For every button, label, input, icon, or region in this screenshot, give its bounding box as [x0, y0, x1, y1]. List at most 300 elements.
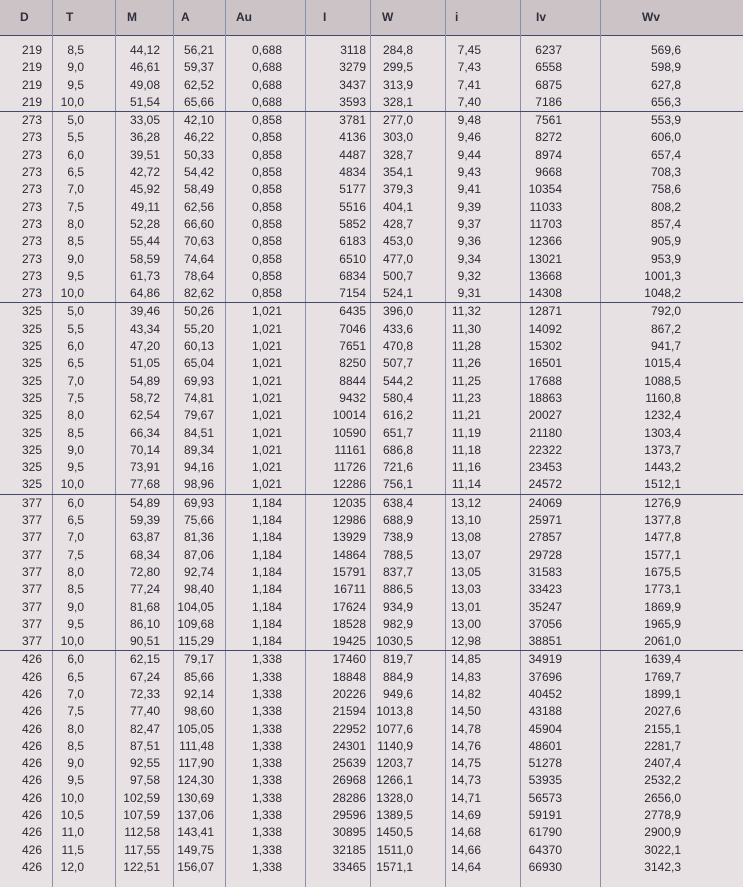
table-cell: 6558 — [535, 60, 562, 75]
table-cell: 6834 — [339, 268, 366, 283]
table-cell: 453,0 — [382, 234, 413, 249]
table-cell: 9,31 — [457, 286, 481, 301]
table-cell: 1,021 — [251, 408, 282, 423]
table-cell: 1,021 — [251, 477, 282, 492]
table-cell: 656,3 — [650, 94, 681, 109]
table-cell: 9,5 — [67, 268, 84, 283]
table-cell: 606,0 — [650, 130, 681, 145]
table-cell: 13,05 — [450, 564, 481, 579]
table-cell: 49,08 — [129, 77, 160, 92]
table-cell: 9,37 — [457, 216, 481, 231]
table-cell: 1,021 — [251, 356, 282, 371]
table-cell: 104,05 — [177, 599, 214, 614]
table-cell: 1,338 — [251, 721, 282, 736]
table-row — [0, 772, 743, 789]
table-cell: 53935 — [528, 773, 562, 788]
table-cell: 36,28 — [129, 130, 160, 145]
table-row — [0, 355, 743, 372]
table-cell: 10,0 — [60, 94, 84, 109]
table-cell: 7,41 — [457, 77, 481, 92]
table-row — [0, 321, 743, 338]
table-header — [0, 0, 743, 36]
table-cell: 1,338 — [251, 704, 282, 719]
table-cell: 325 — [21, 408, 42, 423]
table-cell: 0,858 — [251, 268, 282, 283]
table-cell: 12,98 — [450, 634, 481, 649]
table-cell: 1,184 — [251, 513, 282, 528]
table-cell: 1,338 — [251, 738, 282, 753]
table-cell: 1,184 — [251, 599, 282, 614]
table-cell: 5516 — [339, 199, 366, 214]
table-cell: 37696 — [528, 669, 562, 684]
table-cell: 14092 — [528, 321, 562, 336]
table-cell: 8,5 — [67, 582, 84, 597]
table-row — [0, 633, 743, 650]
table-cell: 9,39 — [457, 199, 481, 214]
table-cell: 14,71 — [450, 790, 481, 805]
table-cell: 303,0 — [382, 130, 413, 145]
table-cell: 0,858 — [251, 113, 282, 128]
table-cell: 10,0 — [60, 286, 84, 301]
table-row — [0, 425, 743, 442]
table-cell: 13,10 — [450, 513, 481, 528]
table-cell: 59,39 — [129, 513, 160, 528]
table-cell: 949,6 — [382, 686, 413, 701]
table-row — [0, 268, 743, 285]
table-row — [0, 42, 743, 59]
table-cell: 1276,9 — [644, 495, 681, 510]
table-cell: 18528 — [332, 616, 366, 631]
table-cell: 9,34 — [457, 251, 481, 266]
table-cell: 273 — [21, 147, 42, 162]
table-cell: 46,61 — [129, 60, 160, 75]
table-cell: 377 — [21, 634, 42, 649]
table-cell: 1328,0 — [376, 790, 413, 805]
table-cell: 2407,4 — [644, 756, 681, 771]
table-cell: 61790 — [528, 825, 562, 840]
table-cell: 6183 — [339, 234, 366, 249]
table-cell: 404,1 — [382, 199, 413, 214]
table-cell: 89,34 — [183, 442, 214, 457]
table-cell: 1001,3 — [644, 268, 681, 283]
column-header: Au — [236, 10, 252, 24]
table-cell: 65,66 — [183, 94, 214, 109]
table-cell: 580,4 — [382, 390, 413, 405]
table-cell: 13,00 — [450, 616, 481, 631]
table-cell: 9,41 — [457, 182, 481, 197]
table-cell: 325 — [21, 425, 42, 440]
table-body — [0, 42, 743, 876]
table-cell: 325 — [21, 356, 42, 371]
table-cell: 74,81 — [183, 390, 214, 405]
table-cell: 982,9 — [382, 616, 413, 631]
table-cell: 13,08 — [450, 530, 481, 545]
table-cell: 1,021 — [251, 390, 282, 405]
table-cell: 1965,9 — [644, 616, 681, 631]
table-cell: 7,0 — [67, 373, 84, 388]
table-cell: 14,68 — [450, 825, 481, 840]
table-cell: 8,0 — [67, 408, 84, 423]
table-cell: 1511,0 — [377, 842, 413, 857]
table-cell: 2155,1 — [644, 721, 681, 736]
table-cell: 87,51 — [129, 738, 160, 753]
table-cell: 7,0 — [67, 182, 84, 197]
table-cell: 0,858 — [251, 251, 282, 266]
table-cell: 1,184 — [251, 582, 282, 597]
table-cell: 627,8 — [650, 77, 681, 92]
table-row — [0, 442, 743, 459]
table-cell: 1,338 — [251, 825, 282, 840]
table-cell: 130,69 — [177, 790, 214, 805]
table-cell: 1577,1 — [644, 547, 681, 562]
table-cell: 1,338 — [251, 808, 282, 823]
table-cell: 3781 — [339, 113, 366, 128]
table-cell: 6237 — [535, 43, 562, 57]
table-cell: 29728 — [528, 547, 562, 562]
table-cell: 708,3 — [650, 165, 681, 180]
table-cell: 1,021 — [251, 339, 282, 354]
table-cell: 149,75 — [177, 842, 214, 857]
table-cell: 11726 — [333, 460, 366, 475]
table-cell: 507,7 — [382, 356, 413, 371]
table-cell: 9432 — [339, 390, 366, 405]
table-cell: 66,60 — [183, 216, 214, 231]
table-cell: 14,66 — [450, 842, 481, 857]
table-cell: 0,858 — [251, 286, 282, 301]
table-cell: 14,83 — [450, 669, 481, 684]
table-cell: 1,184 — [251, 564, 282, 579]
table-cell: 51,54 — [129, 94, 160, 109]
table-cell: 7561 — [535, 113, 562, 128]
table-cell: 77,68 — [129, 477, 160, 492]
table-cell: 377 — [21, 513, 42, 528]
table-cell: 1,338 — [251, 773, 282, 788]
table-cell: 14,64 — [450, 859, 481, 874]
table-cell: 11703 — [529, 216, 562, 231]
table-cell: 49,11 — [130, 199, 160, 214]
table-row — [0, 790, 743, 807]
table-cell: 4834 — [339, 165, 366, 180]
table-cell: 1,338 — [251, 859, 282, 874]
table-cell: 377 — [21, 582, 42, 597]
table-cell: 37056 — [528, 616, 562, 631]
table-cell: 0,858 — [251, 165, 282, 180]
table-cell: 14,69 — [450, 808, 481, 823]
table-cell: 657,4 — [650, 147, 681, 162]
table-row — [0, 859, 743, 876]
table-cell: 92,74 — [183, 564, 214, 579]
column-header: W — [382, 10, 394, 24]
table-cell: 98,40 — [183, 582, 214, 597]
table-cell: 325 — [21, 477, 42, 492]
table-cell: 1,184 — [251, 530, 282, 545]
table-cell: 819,7 — [382, 652, 413, 667]
table-row — [0, 77, 743, 94]
table-cell: 219 — [21, 60, 42, 75]
table-row — [0, 842, 743, 859]
table-cell: 884,9 — [382, 669, 413, 684]
table-cell: 69,93 — [183, 495, 214, 510]
table-cell: 857,4 — [650, 216, 681, 231]
table-cell: 156,07 — [177, 859, 214, 874]
table-cell: 15302 — [528, 339, 562, 354]
table-cell: 6,5 — [67, 669, 84, 684]
table-cell: 7651 — [339, 339, 366, 354]
table-cell: 1,338 — [251, 686, 282, 701]
table-cell: 12986 — [332, 513, 366, 528]
table-cell: 16711 — [333, 582, 366, 597]
table-row — [0, 373, 743, 390]
table-cell: 11,14 — [451, 477, 481, 492]
table-cell: 11,0 — [61, 825, 84, 840]
table-cell: 651,7 — [382, 425, 413, 440]
table-cell: 1389,5 — [376, 808, 413, 823]
table-row — [0, 199, 743, 216]
table-cell: 79,17 — [183, 652, 214, 667]
table-cell: 273 — [21, 182, 42, 197]
table-cell: 11,28 — [451, 339, 481, 354]
table-cell: 7,43 — [457, 60, 481, 75]
table-cell: 553,9 — [650, 113, 681, 128]
table-cell: 7154 — [339, 286, 366, 301]
table-row — [0, 650, 743, 668]
table-cell: 758,6 — [650, 182, 681, 197]
table-cell: 808,2 — [650, 199, 681, 214]
table-cell: 25639 — [332, 756, 366, 771]
table-cell: 500,7 — [382, 268, 413, 283]
table-cell: 62,56 — [183, 199, 214, 214]
table-cell: 325 — [21, 304, 42, 319]
table-cell: 7,5 — [67, 704, 84, 719]
table-cell: 3437 — [339, 77, 366, 92]
table-cell: 9,36 — [457, 234, 481, 249]
table-cell: 67,24 — [129, 669, 160, 684]
table-cell: 109,68 — [177, 616, 214, 631]
column-header: T — [66, 10, 74, 24]
table-cell: 1,338 — [251, 669, 282, 684]
table-cell: 12871 — [528, 304, 562, 319]
table-cell: 54,42 — [183, 165, 214, 180]
table-cell: 1,021 — [251, 321, 282, 336]
table-cell: 1675,5 — [644, 564, 681, 579]
column-header: Iv — [536, 10, 547, 24]
table-cell: 8,0 — [67, 216, 84, 231]
table-cell: 17624 — [332, 599, 366, 614]
table-cell: 18848 — [332, 669, 366, 684]
table-cell: 6,5 — [67, 356, 84, 371]
table-cell: 9,48 — [457, 113, 481, 128]
table-cell: 11,21 — [451, 408, 481, 423]
table-cell: 433,6 — [382, 321, 413, 336]
table-cell: 11161 — [334, 442, 366, 457]
table-cell: 688,9 — [382, 513, 413, 528]
table-cell: 9,0 — [67, 251, 84, 266]
table-row — [0, 94, 743, 111]
table-cell: 82,47 — [129, 721, 160, 736]
table-cell: 20226 — [332, 686, 366, 701]
table-row — [0, 164, 743, 181]
table-cell: 8,5 — [67, 738, 84, 753]
table-cell: 6,5 — [67, 513, 84, 528]
table-cell: 1477,8 — [644, 530, 681, 545]
table-cell: 11,5 — [61, 842, 84, 857]
table-cell: 11,30 — [451, 321, 481, 336]
table-cell: 2281,7 — [644, 738, 681, 753]
table-cell: 273 — [21, 251, 42, 266]
table-cell: 45904 — [528, 721, 562, 736]
table-cell: 112,58 — [124, 825, 160, 840]
table-cell: 10590 — [332, 425, 366, 440]
table-cell: 8,5 — [67, 234, 84, 249]
table-cell: 7,5 — [67, 199, 84, 214]
table-cell: 426 — [21, 669, 42, 684]
table-row — [0, 616, 743, 633]
table-cell: 11,32 — [451, 304, 481, 319]
table-cell: 0,688 — [251, 94, 282, 109]
table-cell: 102,59 — [123, 790, 160, 805]
table-cell: 5,0 — [67, 304, 84, 319]
table-cell: 2778,9 — [644, 808, 681, 823]
table-cell: 1077,6 — [376, 721, 413, 736]
table-cell: 14,78 — [450, 721, 481, 736]
table-cell: 13,03 — [450, 582, 481, 597]
table-cell: 72,33 — [129, 686, 160, 701]
table-cell: 32185 — [332, 842, 366, 857]
table-cell: 1015,4 — [644, 356, 681, 371]
table-cell: 1,021 — [251, 460, 282, 475]
table-cell: 55,44 — [129, 234, 160, 249]
table-cell: 1,021 — [251, 373, 282, 388]
table-cell: 273 — [21, 234, 42, 249]
column-header: i — [455, 10, 459, 24]
table-cell: 1,338 — [251, 842, 282, 857]
table-cell: 97,58 — [129, 773, 160, 788]
table-cell: 14,76 — [450, 738, 481, 753]
table-cell: 34919 — [528, 652, 562, 667]
table-cell: 11033 — [529, 199, 562, 214]
table-row — [0, 721, 743, 738]
table-cell: 1512,1 — [644, 477, 681, 492]
table-cell: 14308 — [528, 286, 562, 301]
table-cell: 5,0 — [67, 113, 84, 128]
table-row — [0, 129, 743, 146]
table-cell: 48601 — [528, 738, 562, 753]
table-cell: 1373,7 — [644, 442, 681, 457]
table-cell: 11,18 — [451, 442, 481, 457]
table-cell: 14,82 — [450, 686, 481, 701]
table-cell: 273 — [21, 113, 42, 128]
table-cell: 39,51 — [129, 147, 160, 162]
table-cell: 43188 — [528, 704, 562, 719]
table-cell: 33423 — [528, 582, 562, 597]
table-cell: 98,60 — [183, 704, 214, 719]
table-cell: 277,0 — [382, 113, 413, 128]
table-cell: 426 — [21, 704, 42, 719]
table-cell: 273 — [21, 216, 42, 231]
table-cell: 1203,7 — [376, 756, 413, 771]
table-cell: 1,021 — [251, 304, 282, 319]
table-cell: 11,16 — [451, 460, 481, 475]
table-cell: 87,06 — [183, 547, 214, 562]
table-cell: 3593 — [339, 94, 366, 109]
table-row — [0, 494, 743, 512]
table-cell: 0,688 — [251, 43, 282, 57]
table-row — [0, 669, 743, 686]
table-cell: 934,9 — [382, 599, 413, 614]
table-cell: 886,5 — [382, 582, 413, 597]
table-cell: 17688 — [528, 373, 562, 388]
table-cell: 8,5 — [67, 43, 84, 57]
table-cell: 13,07 — [450, 547, 481, 562]
table-row — [0, 807, 743, 824]
table-cell: 1303,4 — [644, 425, 681, 440]
table-row — [0, 529, 743, 546]
table-cell: 1,338 — [251, 756, 282, 771]
table-cell: 1088,5 — [644, 373, 681, 388]
table-cell: 9,46 — [457, 130, 481, 145]
table-row — [0, 581, 743, 598]
table-cell: 6435 — [339, 304, 366, 319]
table-cell: 7046 — [339, 321, 366, 336]
table-row — [0, 703, 743, 720]
table-cell: 24572 — [528, 477, 562, 492]
table-cell: 13021 — [528, 251, 562, 266]
table-cell: 1,021 — [251, 425, 282, 440]
table-cell: 5177 — [339, 182, 366, 197]
table-cell: 905,9 — [650, 234, 681, 249]
table-cell: 5852 — [339, 216, 366, 231]
table-cell: 79,67 — [183, 408, 214, 423]
table-cell: 12366 — [528, 234, 562, 249]
table-cell: 379,3 — [382, 182, 413, 197]
table-cell: 20027 — [528, 408, 562, 423]
table-cell: 13929 — [332, 530, 366, 545]
table-cell: 62,15 — [129, 652, 160, 667]
table-cell: 2532,2 — [644, 773, 681, 788]
table-cell: 756,1 — [382, 477, 413, 492]
table-cell: 23453 — [528, 460, 562, 475]
table-cell: 50,26 — [183, 304, 214, 319]
table-cell: 325 — [21, 373, 42, 388]
table-cell: 25971 — [528, 513, 562, 528]
table-cell: 10014 — [332, 408, 366, 423]
table-cell: 616,2 — [382, 408, 413, 423]
table-row — [0, 686, 743, 703]
column-header: A — [181, 10, 190, 24]
table-cell: 81,36 — [183, 530, 214, 545]
table-cell: 953,9 — [650, 251, 681, 266]
table-cell: 58,72 — [129, 390, 160, 405]
table-cell: 6510 — [339, 251, 366, 266]
table-cell: 788,5 — [382, 547, 413, 562]
table-row — [0, 564, 743, 581]
table-cell: 9,5 — [67, 460, 84, 475]
table-cell: 524,1 — [382, 286, 413, 301]
table-cell: 638,4 — [382, 495, 413, 510]
table-cell: 28286 — [332, 790, 366, 805]
table-cell: 1773,1 — [644, 582, 681, 597]
table-cell: 27857 — [528, 530, 562, 545]
table-cell: 1,184 — [251, 616, 282, 631]
table-cell: 13,12 — [450, 495, 481, 510]
table-cell: 7,40 — [457, 94, 481, 109]
table-cell: 12286 — [332, 477, 366, 492]
table-cell: 59,37 — [183, 60, 214, 75]
table-row — [0, 181, 743, 198]
table-cell: 426 — [21, 773, 42, 788]
table-cell: 61,73 — [129, 268, 160, 283]
table-cell: 428,7 — [382, 216, 413, 231]
